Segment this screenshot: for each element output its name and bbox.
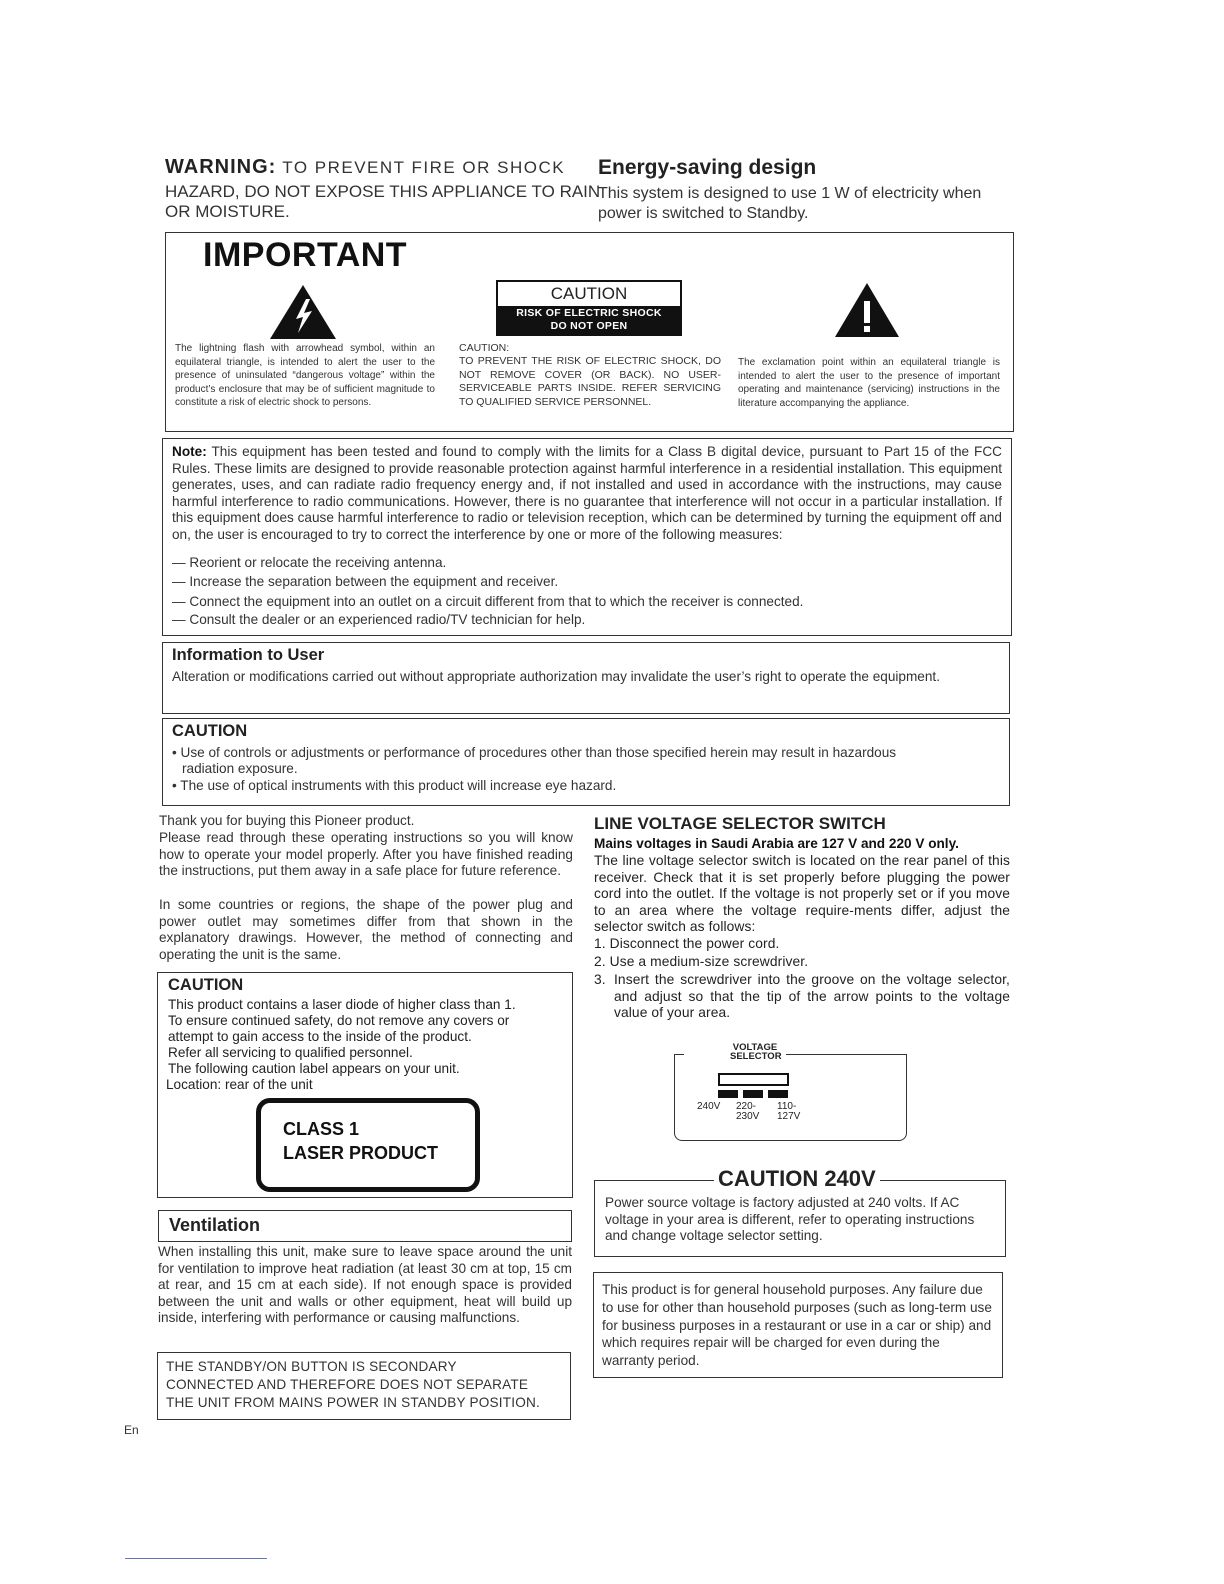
note-measure-1: — Reorient or relocate the receiving antenna.	[172, 555, 447, 570]
selector-position-2	[743, 1090, 763, 1098]
selector-switch-slot	[718, 1073, 789, 1086]
line-voltage-title: LINE VOLTAGE SELECTOR SWITCH	[594, 814, 886, 833]
exclamation-warning-icon	[833, 281, 901, 339]
note-measure-3: — Connect the equipment into an outlet on a circuit different from that to which the receiver is connected.	[172, 594, 804, 609]
warning-rest: TO PREVENT FIRE OR SHOCK	[276, 158, 566, 177]
diagram-title-2: SELECTOR	[730, 1051, 782, 1062]
voltage-selector-caption	[730, 1043, 780, 1061]
info-user-title: Information to User	[172, 646, 325, 664]
shock-label-line2: DO NOT OPEN	[550, 319, 628, 332]
selector-position-3	[768, 1090, 788, 1098]
energy-line1: This system is designed to use 1 W of electricity when	[598, 185, 982, 202]
bottom-rule	[125, 1558, 267, 1559]
caution-description: TO PREVENT THE RISK OF ELECTRIC SHOCK, DO NOT REMOVE COVER (OR BACK). NO USER-SERVICEABLE PARTS INSIDE. REFER SERVICING TO QUALIFIED SERVICE PERSONNEL.	[459, 355, 721, 408]
radiation-item-1b: radiation exposure.	[182, 761, 298, 776]
caution-240v-title: CAUTION 240V	[714, 1166, 880, 1192]
line-voltage-subtitle: Mains voltages in Saudi Arabia are 127 V and 220 V only.	[594, 836, 959, 851]
thanks-paragraph: Please read through these operating instructions so you will know how to operate your model properly. After you have finished reading the instructions, put them away in a safe place for future reference.	[159, 830, 573, 878]
laser-line-1: This product contains a laser diode of higher class than 1.	[168, 997, 516, 1012]
warning-title: WARNING:	[165, 156, 277, 178]
household-notice-text: This product is for general household purposes. Any failure due to use for other than household purposes (such as long-term use for business purposes in a restaurant or use in a car or ship) and which requires repair will be charged for even during the warranty period.	[602, 1282, 992, 1369]
language-marker: En	[124, 1423, 139, 1437]
selector-position-1	[718, 1090, 738, 1098]
plug-paragraph: In some countries or regions, the shape of the power plug and power outlet may sometimes differ from that shown in the explanatory drawings. However, the method of connecting and operating the unit is the same.	[159, 897, 573, 962]
diagram-top-right-rule	[786, 1054, 907, 1055]
voltage-240: 240V	[697, 1101, 721, 1112]
lightning-description: The lightning flash with arrowhead symbol, within an equilateral triangle, is intended to alert the user to the presence of uninsulated “dangerous voltage” within the product’s enclosure that may be of sufficient magnitude to constitute a risk of electric shock to persons.	[175, 343, 435, 408]
line-voltage-step-1: 1. Disconnect the power cord.	[594, 936, 780, 951]
shock-caution-label	[496, 280, 682, 336]
laser-line-6: Location: rear of the unit	[166, 1077, 313, 1092]
warning-heading	[165, 157, 565, 178]
radiation-caution-title: CAUTION	[172, 722, 248, 740]
shock-label-line1: RISK OF ELECTRIC SHOCK	[516, 307, 662, 319]
voltage-110: 110-	[777, 1101, 797, 1112]
lightning-warning-icon	[268, 283, 338, 341]
energy-line2: power is switched to Standby.	[598, 205, 809, 222]
radiation-item-2: • The use of optical instruments with this product will increase eye hazard.	[172, 778, 617, 793]
voltage-127: 127V	[777, 1111, 801, 1122]
important-title: IMPORTANT	[203, 236, 408, 274]
laser-line-4: Refer all servicing to qualified personnel.	[168, 1045, 413, 1060]
standby-line-2: CONNECTED AND THEREFORE DOES NOT SEPARATE	[166, 1377, 529, 1392]
note-measure-4: — Consult the dealer or an experienced radio/TV technician for help.	[172, 612, 586, 627]
warning-line3: OR MOISTURE.	[165, 202, 290, 221]
standby-line-3: THE UNIT FROM MAINS POWER IN STANDBY POSITION.	[166, 1395, 540, 1410]
warning-line2: HAZARD, DO NOT EXPOSE THIS APPLIANCE TO RAIN	[165, 182, 601, 201]
line-voltage-step-3: Insert the screwdriver into the groove on the voltage selector, and adjust so that the tip of the arrow points to the voltage value of your area.	[614, 972, 1010, 1021]
laser-line-5: The following caution label appears on your unit.	[168, 1061, 460, 1076]
voltage-230: 230V	[736, 1111, 760, 1122]
ventilation-text: When installing this unit, make sure to leave space around the unit for ventilation to improve heat radiation (at least 30 cm at top, 15 cm at rear, and 15 cm at each side). If not enough space is provided between the unit and walls or other equipment, heat will build up inside, interfering with performance or causing malfunctions.	[158, 1244, 572, 1325]
laser-label-line2: LASER PRODUCT	[283, 1143, 439, 1163]
note-body: This equipment has been tested and found to comply with the limits for a Class B digital device, pursuant to Part 15 of the FCC Rules. These limits are designed to provide reasonable protection against harmful interference in a residential installation. This equipment generates, uses, and can radiate radio frequency energy and, if not installed and used in accordance with the instructions, may cause harmful interference to radio communications. However, there is no guarantee that interference will not occur in a particular installation. If this equipment does cause harmful interference to radio or television reception, which can be determined by turning the equipment off and on, the user is encouraged to try to correct the interference by one or more of the following measures:	[172, 444, 1002, 542]
voltage-selector-diagram	[674, 1051, 907, 1141]
info-user-text: Alteration or modifications carried out without appropriate authorization may invalidate the user’s right to operate the equipment.	[172, 669, 940, 684]
note-measure-2: — Increase the separation between the equipment and receiver.	[172, 574, 559, 589]
laser-caution-title: CAUTION	[168, 976, 244, 994]
diagram-title-1: VOLTAGE	[732, 1042, 778, 1053]
exclamation-description: The exclamation point within an equilateral triangle is intended to alert the user to the presence of important operating and maintenance (servicing) instructions in the literature accompanying the appliance.	[738, 357, 1000, 409]
caution-heading: CAUTION:	[459, 342, 510, 354]
energy-title: Energy-saving design	[598, 156, 817, 179]
diagram-top-left-rule	[674, 1054, 684, 1055]
line-voltage-text: The line voltage selector switch is located on the rear panel of this receiver. Check that it is set properly before plugging the power cord into the outlet. If the voltage is not properly set or if you move to an area where the voltage require-ments differ, adjust the selector switch as follows:	[594, 853, 1010, 935]
shock-label-title: CAUTION	[550, 284, 628, 303]
radiation-item-1a: • Use of controls or adjustments or performance of procedures other than those specified herein may result in hazardous	[172, 745, 897, 760]
class1-laser-label	[256, 1098, 480, 1192]
note-label: Note:	[172, 444, 207, 459]
ventilation-title: Ventilation	[169, 1215, 261, 1235]
voltage-220-label	[736, 1102, 759, 1122]
thanks-line: Thank you for buying this Pioneer product.	[159, 813, 415, 828]
laser-line-3: attempt to gain access to the inside of the product.	[168, 1029, 472, 1044]
line-voltage-step-2: 2. Use a medium-size screwdriver.	[594, 954, 809, 969]
laser-line-2: To ensure continued safety, do not remove any covers or	[168, 1013, 510, 1028]
laser-label-line1: CLASS 1	[283, 1119, 360, 1139]
voltage-220: 220-	[736, 1101, 757, 1112]
fcc-note-text	[172, 444, 1002, 543]
caution-240v-text: Power source voltage is factory adjusted at 240 volts. If AC voltage in your area is different, refer to operating instructions and change voltage selector setting.	[605, 1195, 975, 1243]
line-voltage-step-3-num: 3.	[594, 972, 606, 987]
voltage-110-label	[777, 1102, 800, 1122]
standby-line-1: THE STANDBY/ON BUTTON IS SECONDARY	[166, 1359, 457, 1374]
